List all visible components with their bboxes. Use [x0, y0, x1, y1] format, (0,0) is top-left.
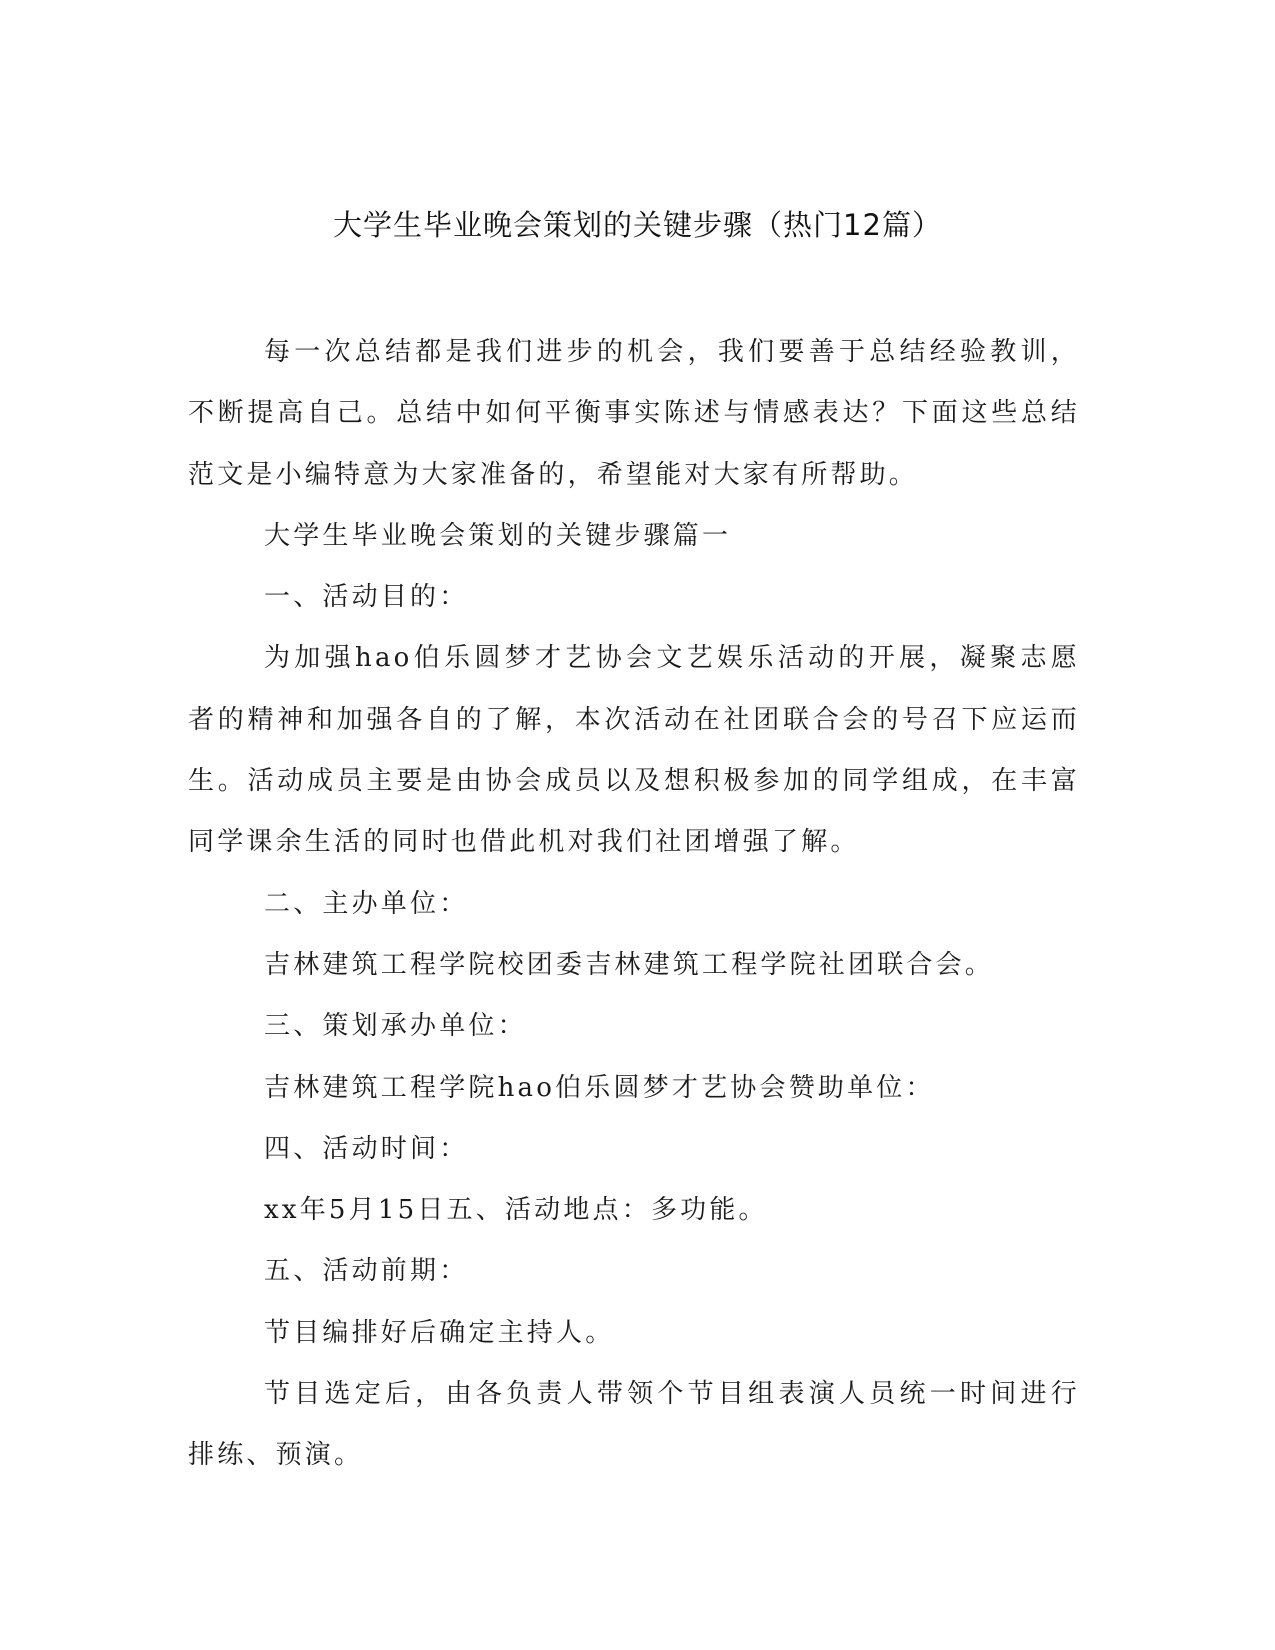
heading-organizer: 二、主办单位： — [264, 888, 469, 919]
organizer-paragraph: 吉林建筑工程学院校团委吉林建筑工程学院社团联合会。 — [264, 949, 995, 980]
intro-paragraph: 每一次总结都是我们进步的机会，我们要善于总结经验教训，不断提高自己。总结中如何平衡事实陈述与情感表达？下面这些总结范文是小编特意为大家准备的，希望能对大家有所帮助。 — [188, 337, 1080, 490]
activity-time-paragraph: xx年5月15日五、活动地点：多功能。 — [264, 1195, 768, 1226]
section-heading-part-one: 大学生毕业晚会策划的关键步骤篇一 — [264, 520, 732, 551]
planning-unit-paragraph: 吉林建筑工程学院hao伯乐圆梦才艺协会赞助单位： — [264, 1072, 935, 1103]
heading-preparation: 五、活动前期： — [264, 1256, 469, 1287]
document-body — [188, 322, 1080, 1487]
heading-planning-unit: 三、策划承办单位： — [264, 1011, 527, 1042]
preparation-paragraph-host: 节目编排好后确定主持人。 — [264, 1317, 615, 1348]
activity-purpose-paragraph: 为加强hao伯乐圆梦才艺协会文艺娱乐活动的开展，凝聚志愿者的精神和加强各自的了解，本次活动在社团联合会的号召下应运而生。活动成员主要是由协会成员以及想积极参加的同学组成，在丰富同学课余生活的同时也借此机对我们社团增强了解。 — [188, 643, 1080, 858]
heading-activity-time: 四、活动时间： — [264, 1133, 469, 1164]
preparation-paragraph-rehearsal: 节目选定后，由各负责人带领个节目组表演人员统一时间进行排练、预演。 — [188, 1379, 1080, 1471]
heading-activity-purpose: 一、活动目的： — [264, 582, 469, 613]
document-title: 大学生毕业晚会策划的关键步骤（热门12篇） — [333, 208, 942, 242]
